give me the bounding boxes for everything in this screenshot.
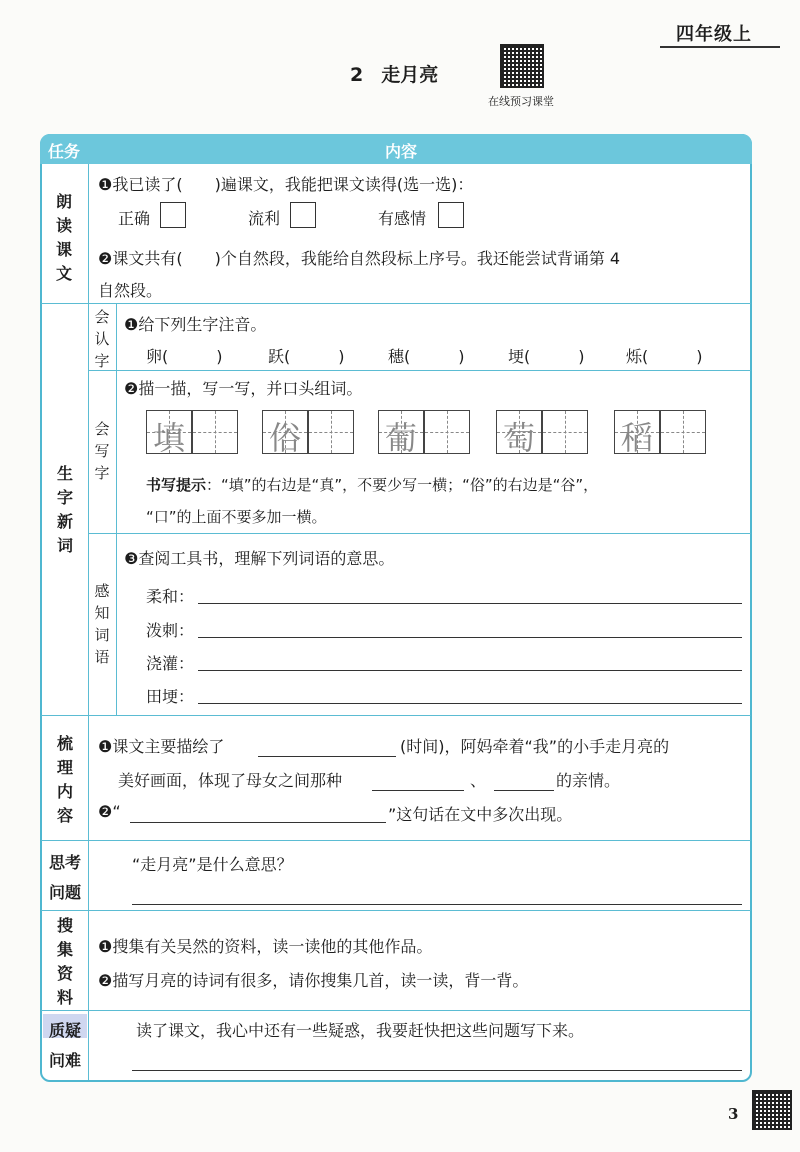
answer-line[interactable] bbox=[198, 637, 742, 638]
word-label: 柔和： bbox=[146, 587, 195, 606]
task-reading-label: 朗读课文 bbox=[55, 192, 72, 283]
answer-line[interactable] bbox=[198, 603, 742, 604]
recognize-char-4[interactable]: 埂( ) bbox=[508, 347, 585, 366]
blank-feeling-1[interactable] bbox=[372, 790, 464, 791]
row-divider bbox=[41, 303, 751, 304]
task-doubt-label: 质疑问难 bbox=[48, 1021, 81, 1070]
summary-q2-start: ❷“ bbox=[98, 802, 121, 821]
summary-q1-sep: 、 bbox=[470, 771, 487, 790]
trace-char: 稻 bbox=[620, 419, 653, 457]
writing-tip-line1 bbox=[146, 474, 598, 495]
task-summary-label: 梳理内容 bbox=[56, 734, 73, 825]
task-collect bbox=[43, 914, 87, 1010]
writing-cell-trace bbox=[146, 410, 192, 457]
blank-time[interactable] bbox=[258, 756, 396, 757]
word-label: 泼刺： bbox=[146, 621, 195, 640]
sub-recognize-label: 会认字 bbox=[94, 308, 110, 370]
task-new-words bbox=[43, 462, 87, 558]
row-divider bbox=[88, 370, 751, 371]
collect-item-1: ❶搜集有关吴然的资料，读一读他的其他作品。 bbox=[98, 937, 433, 956]
recognize-char-3[interactable]: 穗( ) bbox=[388, 347, 465, 366]
page-number: 3 bbox=[728, 1105, 739, 1123]
lesson-title bbox=[350, 60, 438, 87]
task-think-label: 思考问题 bbox=[48, 853, 81, 902]
answer-line[interactable] bbox=[132, 904, 742, 905]
doubt-text: 读了课文，我心中还有一些疑惑，我要赶快把这些问题写下来。 bbox=[136, 1021, 585, 1040]
sub-recognize bbox=[89, 306, 115, 372]
summary-q1-line2: 美好画面，体现了母女之间那种 bbox=[118, 771, 343, 790]
header-content: 内容 bbox=[385, 142, 418, 161]
recognize-char-1[interactable]: 卵( ) bbox=[146, 347, 223, 366]
answer-line[interactable] bbox=[198, 670, 742, 671]
option-fluent: 流利 bbox=[248, 209, 281, 228]
writing-cell-blank[interactable] bbox=[192, 410, 238, 454]
qr-caption: 在线预习课堂 bbox=[488, 95, 554, 108]
summary-q1-end: 的亲情。 bbox=[556, 771, 621, 790]
task-reading bbox=[43, 190, 85, 286]
task-doubt bbox=[43, 1016, 87, 1076]
reading-q2-line1: ❷课文共有( )个自然段，我能给自然段标上序号。我还能尝试背诵第 4 bbox=[98, 249, 621, 268]
checkbox-fluent[interactable] bbox=[290, 202, 316, 228]
collect-item-2: ❷描写月亮的诗词有很多，请你搜集几首，读一读，背一背。 bbox=[98, 971, 529, 990]
writing-cell-blank[interactable] bbox=[542, 410, 588, 454]
lesson-number: 2 bbox=[350, 64, 364, 86]
write-instruction: ❷描一描，写一写，并口头组词。 bbox=[124, 379, 363, 398]
row-divider bbox=[41, 715, 751, 716]
sub-perceive-label: 感知词语 bbox=[94, 582, 110, 666]
writing-cell-blank[interactable] bbox=[660, 410, 706, 454]
row-divider bbox=[88, 533, 751, 534]
header-task: 任务 bbox=[48, 142, 81, 161]
recognize-instruction: ❶给下列生字注音。 bbox=[124, 315, 267, 334]
blank-sentence[interactable] bbox=[130, 822, 386, 823]
recognize-char-2[interactable]: 跃( ) bbox=[268, 347, 345, 366]
row-divider bbox=[41, 1010, 751, 1011]
perceive-instruction: ❸查阅工具书，理解下列词语的意思。 bbox=[124, 549, 395, 568]
writing-cell-blank[interactable] bbox=[308, 410, 354, 454]
qr-code-icon[interactable] bbox=[752, 1090, 792, 1130]
writing-tip-line2: “口”的上面不要多加一横。 bbox=[146, 508, 327, 526]
trace-char: 葡 bbox=[384, 419, 417, 457]
grade-underline bbox=[660, 46, 780, 48]
writing-cell-trace bbox=[614, 410, 660, 457]
writing-cell-blank[interactable] bbox=[424, 410, 470, 454]
blank-feeling-2[interactable] bbox=[494, 790, 554, 791]
task-new-words-label: 生字新词 bbox=[56, 464, 73, 555]
trace-char: 填 bbox=[152, 419, 185, 457]
writing-tip-label: 书写提示 bbox=[146, 476, 207, 494]
summary-q1-rest: (时间)，阿妈牵着“我”的小手走月亮的 bbox=[400, 737, 670, 756]
lesson-title-text: 走月亮 bbox=[381, 64, 439, 86]
row-divider bbox=[41, 840, 751, 841]
row-divider bbox=[41, 910, 751, 911]
grade-label: 四年级上 bbox=[676, 24, 752, 45]
writing-cell-trace bbox=[262, 410, 308, 457]
checkbox-emotion[interactable] bbox=[438, 202, 464, 228]
sub-write bbox=[89, 418, 115, 484]
option-emotion: 有感情 bbox=[378, 209, 427, 228]
writing-cell-trace bbox=[378, 410, 424, 457]
answer-line[interactable] bbox=[132, 1070, 742, 1071]
sub-write-label: 会写字 bbox=[94, 420, 110, 482]
summary-q2-end: ”这句话在文中多次出现。 bbox=[388, 805, 573, 824]
sub-column-divider bbox=[116, 303, 117, 715]
qr-code-icon[interactable] bbox=[500, 44, 544, 88]
reading-q2-line2: 自然段。 bbox=[98, 281, 163, 300]
think-question: “走月亮”是什么意思？ bbox=[132, 855, 293, 874]
checkbox-correct[interactable] bbox=[160, 202, 186, 228]
sub-perceive bbox=[89, 580, 115, 668]
word-label: 田埂： bbox=[146, 687, 195, 706]
trace-char: 俗 bbox=[268, 419, 301, 457]
task-collect-label: 搜集资料 bbox=[56, 916, 73, 1007]
trace-char: 萄 bbox=[502, 419, 535, 457]
option-correct: 正确 bbox=[118, 209, 151, 228]
writing-cell-trace bbox=[496, 410, 542, 457]
summary-q1-start: ❶课文主要描绘了 bbox=[98, 737, 225, 756]
writing-tip-text: ：“填”的右边是“真”，不要少写一横；“俗”的右边是“谷”， bbox=[206, 476, 599, 494]
reading-q1: ❶我已读了( )遍课文，我能把课文读得(选一选)： bbox=[98, 175, 474, 194]
task-think bbox=[43, 848, 87, 908]
task-summary bbox=[43, 732, 87, 828]
word-label: 浇灌： bbox=[146, 654, 195, 673]
recognize-char-5[interactable]: 烁( ) bbox=[626, 347, 703, 366]
answer-line[interactable] bbox=[198, 703, 742, 704]
